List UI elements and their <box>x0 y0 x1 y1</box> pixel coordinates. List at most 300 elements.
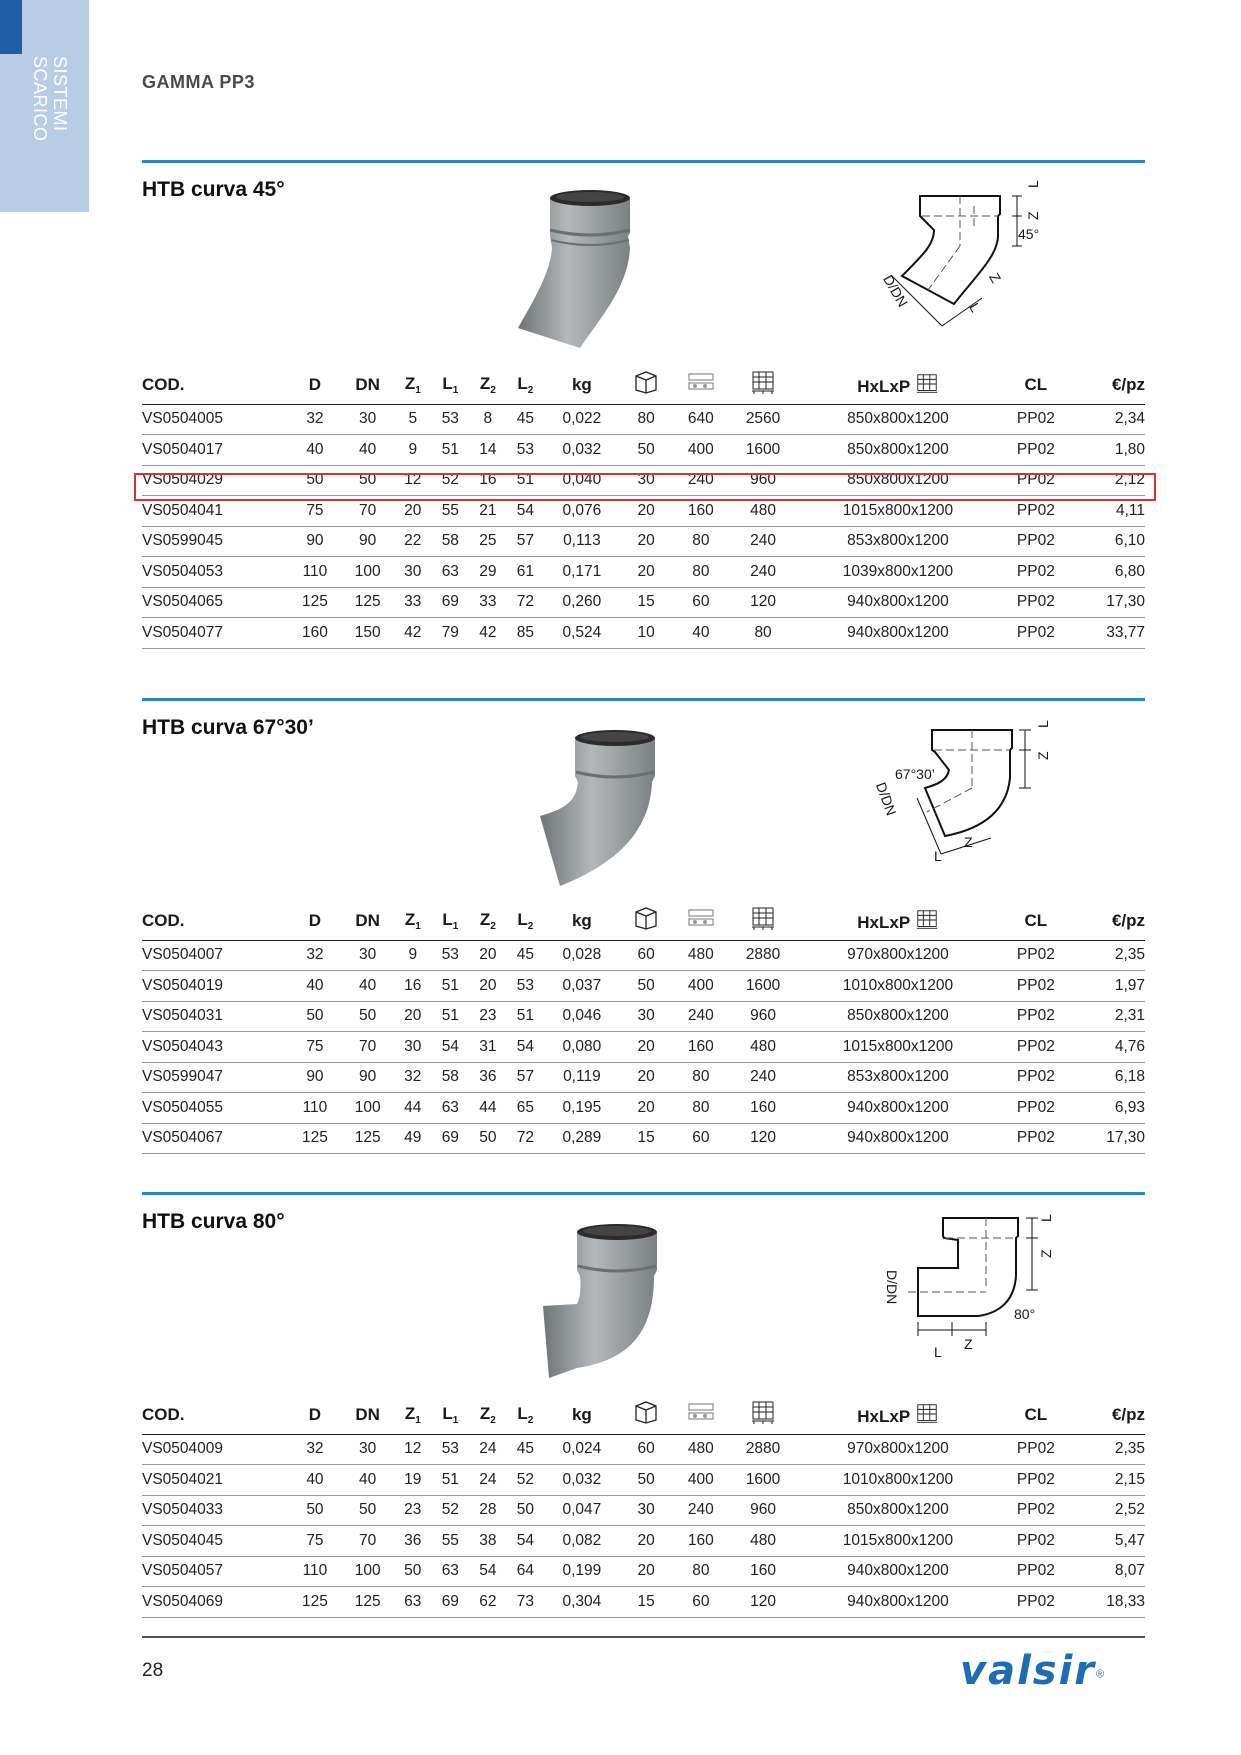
cell-d: 90 <box>289 526 342 557</box>
cell-z2: 38 <box>469 1526 507 1557</box>
cell-l1: 58 <box>432 526 470 557</box>
col-price: €/pz <box>1073 1396 1145 1434</box>
cell-dn: 70 <box>341 1526 394 1557</box>
cell-l2: 45 <box>507 1434 545 1465</box>
pallet-icon <box>750 905 776 931</box>
footer-rule <box>142 1636 1145 1638</box>
cell-kg: 0,113 <box>544 526 620 557</box>
cell-l2: 57 <box>507 1062 545 1093</box>
col-hxlxp: HxLxP <box>797 1396 999 1434</box>
cell-qty-bundle: 160 <box>673 496 729 527</box>
cell-l1: 53 <box>432 404 470 435</box>
table-header-row <box>142 1396 1145 1434</box>
cell-z1: 9 <box>394 435 432 466</box>
side-tab-marker <box>0 0 22 54</box>
cell-price: 2,35 <box>1073 1434 1145 1465</box>
cell-l2: 54 <box>507 1526 545 1557</box>
side-tab-line1: SISTEMI <box>50 56 70 132</box>
cell-class: PP02 <box>999 1032 1073 1063</box>
cell-qty-pallet: 480 <box>729 1526 797 1557</box>
table-row <box>142 1465 1145 1496</box>
cell-qty-pallet: 1600 <box>729 971 797 1002</box>
dimension-diagram-67 <box>867 718 1087 878</box>
cell-l1: 53 <box>432 940 470 971</box>
cell-class: PP02 <box>999 496 1073 527</box>
cell-qty-bundle: 80 <box>673 557 729 588</box>
pallet-icon <box>750 369 776 395</box>
box-icon <box>633 370 659 394</box>
cell-d: 90 <box>289 1062 342 1093</box>
cell-qty-pallet: 2880 <box>729 1434 797 1465</box>
cell-l1: 69 <box>432 1587 470 1618</box>
cell-z2: 16 <box>469 465 507 496</box>
cell-qty-pallet: 80 <box>729 618 797 649</box>
cell-qty-bundle: 60 <box>673 587 729 618</box>
side-tab-line2: SCARICO <box>30 56 50 142</box>
table-row <box>142 1434 1145 1465</box>
col-cl: CL <box>999 902 1073 940</box>
cell-z2: 25 <box>469 526 507 557</box>
cell-cod: VS0504021 <box>142 1465 289 1496</box>
col-z2: $Z_2$ <box>469 1396 507 1434</box>
cell-pallet-size: 1039x800x1200 <box>797 557 999 588</box>
col-kg: kg <box>544 366 620 404</box>
cell-d: 160 <box>289 618 342 649</box>
cell-d: 32 <box>289 404 342 435</box>
col-box <box>620 1396 673 1434</box>
col-l1: $L_1$ <box>432 1396 470 1434</box>
cell-l1: 63 <box>432 1556 470 1587</box>
cell-qty-bundle: 80 <box>673 1062 729 1093</box>
cell-class: PP02 <box>999 1556 1073 1587</box>
cell-l1: 63 <box>432 1093 470 1124</box>
cell-z1: 5 <box>394 404 432 435</box>
table-row <box>142 971 1145 1002</box>
cell-z2: 24 <box>469 1465 507 1496</box>
section-rule <box>142 160 1145 163</box>
cell-l2: 51 <box>507 465 545 496</box>
page-number: 28 <box>142 1660 164 1681</box>
pallet-icon <box>750 1399 776 1425</box>
cell-class: PP02 <box>999 940 1073 971</box>
cell-price: 2,35 <box>1073 940 1145 971</box>
cell-cod: VS0504041 <box>142 496 289 527</box>
cell-qty-pallet: 2560 <box>729 404 797 435</box>
cell-z1: 22 <box>394 526 432 557</box>
bundle-icon <box>687 371 715 393</box>
cell-pallet-size: 853x800x1200 <box>797 526 999 557</box>
col-bundle <box>673 1396 729 1434</box>
cell-l1: 51 <box>432 1001 470 1032</box>
cell-z1: 36 <box>394 1526 432 1557</box>
cell-cod: VS0599045 <box>142 526 289 557</box>
diagram-z1-label: Z <box>986 270 1005 286</box>
cell-qty-box: 20 <box>620 557 673 588</box>
cell-z1: 19 <box>394 1465 432 1496</box>
bundle-icon <box>687 907 715 929</box>
col-dn: DN <box>341 902 394 940</box>
cell-qty-pallet: 960 <box>729 465 797 496</box>
cell-l1: 79 <box>432 618 470 649</box>
pallet-icon <box>915 372 939 396</box>
cell-l1: 52 <box>432 465 470 496</box>
table-header-row <box>142 366 1145 404</box>
cell-z1: 50 <box>394 1556 432 1587</box>
cell-dn: 90 <box>341 1062 394 1093</box>
cell-qty-bundle: 40 <box>673 618 729 649</box>
cell-qty-pallet: 1600 <box>729 435 797 466</box>
cell-pallet-size: 940x800x1200 <box>797 1556 999 1587</box>
cell-l2: 72 <box>507 1123 545 1154</box>
cell-z2: 20 <box>469 971 507 1002</box>
cell-cod: VS0504029 <box>142 465 289 496</box>
cell-cod: VS0504057 <box>142 1556 289 1587</box>
cell-class: PP02 <box>999 587 1073 618</box>
diagram-z1-label: Z <box>964 1336 973 1352</box>
diagram-angle-label: 80° <box>1014 1306 1036 1322</box>
cell-z2: 36 <box>469 1062 507 1093</box>
table-row <box>142 1526 1145 1557</box>
cell-qty-pallet: 960 <box>729 1495 797 1526</box>
table-row <box>142 1001 1145 1032</box>
section-rule <box>142 1192 1145 1195</box>
cell-d: 75 <box>289 496 342 527</box>
cell-qty-box: 20 <box>620 1062 673 1093</box>
cell-dn: 100 <box>341 1093 394 1124</box>
cell-kg: 0,260 <box>544 587 620 618</box>
cell-price: 4,76 <box>1073 1032 1145 1063</box>
cell-z1: 42 <box>394 618 432 649</box>
cell-l2: 57 <box>507 526 545 557</box>
cell-z1: 23 <box>394 1495 432 1526</box>
cell-class: PP02 <box>999 1093 1073 1124</box>
cell-pallet-size: 940x800x1200 <box>797 618 999 649</box>
section-curva-67-30 <box>142 698 1145 1158</box>
cell-price: 2,12 <box>1073 465 1145 496</box>
cell-cod: VS0599047 <box>142 1062 289 1093</box>
cell-kg: 0,046 <box>544 1001 620 1032</box>
cell-cod: VS0504017 <box>142 435 289 466</box>
col-cod: COD. <box>142 366 289 404</box>
cell-qty-box: 30 <box>620 465 673 496</box>
diagram-z2-label: Z <box>1025 211 1041 220</box>
cell-qty-bundle: 400 <box>673 435 729 466</box>
cell-price: 33,77 <box>1073 618 1145 649</box>
cell-dn: 30 <box>341 940 394 971</box>
diagram-angle-label: 67°30’ <box>895 766 935 782</box>
cell-z2: 42 <box>469 618 507 649</box>
cell-d: 50 <box>289 465 342 496</box>
cell-d: 50 <box>289 1495 342 1526</box>
cell-dn: 50 <box>341 1495 394 1526</box>
cell-qty-box: 15 <box>620 1123 673 1154</box>
cell-qty-pallet: 240 <box>729 1062 797 1093</box>
section-rule <box>142 698 1145 701</box>
col-kg: kg <box>544 902 620 940</box>
table-row <box>142 435 1145 466</box>
cell-kg: 0,304 <box>544 1587 620 1618</box>
cell-l2: 53 <box>507 435 545 466</box>
table-row <box>142 618 1145 649</box>
cell-z2: 62 <box>469 1587 507 1618</box>
cell-qty-bundle: 160 <box>673 1526 729 1557</box>
cell-l1: 63 <box>432 557 470 588</box>
cell-qty-pallet: 480 <box>729 496 797 527</box>
cell-qty-pallet: 160 <box>729 1556 797 1587</box>
cell-z2: 20 <box>469 940 507 971</box>
cell-class: PP02 <box>999 971 1073 1002</box>
cell-class: PP02 <box>999 1526 1073 1557</box>
cell-cod: VS0504043 <box>142 1032 289 1063</box>
col-l2: $L_2$ <box>507 1396 545 1434</box>
cell-kg: 0,047 <box>544 1495 620 1526</box>
diagram-z2-label: Z <box>1038 1249 1054 1258</box>
cell-l1: 52 <box>432 1495 470 1526</box>
cell-l2: 72 <box>507 587 545 618</box>
col-l1: $L_1$ <box>432 366 470 404</box>
cell-qty-box: 20 <box>620 496 673 527</box>
cell-d: 40 <box>289 971 342 1002</box>
cell-qty-bundle: 240 <box>673 1001 729 1032</box>
col-z2: $Z_2$ <box>469 902 507 940</box>
cell-z2: 28 <box>469 1495 507 1526</box>
cell-pallet-size: 850x800x1200 <box>797 435 999 466</box>
pallet-icon <box>915 1402 939 1426</box>
cell-d: 110 <box>289 1093 342 1124</box>
col-hxlxp: HxLxP <box>797 366 999 404</box>
product-table-67 <box>142 902 1145 1154</box>
cell-l1: 51 <box>432 971 470 1002</box>
cell-cod: VS0504033 <box>142 1495 289 1526</box>
cell-kg: 0,119 <box>544 1062 620 1093</box>
cell-z1: 32 <box>394 1062 432 1093</box>
cell-qty-bundle: 640 <box>673 404 729 435</box>
cell-class: PP02 <box>999 618 1073 649</box>
cell-class: PP02 <box>999 557 1073 588</box>
col-l1: $L_1$ <box>432 902 470 940</box>
diagram-ddn-label: D/DN <box>884 1270 900 1305</box>
cell-dn: 100 <box>341 557 394 588</box>
cell-price: 17,30 <box>1073 587 1145 618</box>
cell-qty-box: 20 <box>620 1093 673 1124</box>
cell-class: PP02 <box>999 1495 1073 1526</box>
cell-class: PP02 <box>999 1434 1073 1465</box>
cell-l2: 50 <box>507 1495 545 1526</box>
cell-d: 110 <box>289 1556 342 1587</box>
cell-cod: VS0504055 <box>142 1093 289 1124</box>
cell-price: 18,33 <box>1073 1587 1145 1618</box>
table-row <box>142 940 1145 971</box>
cell-pallet-size: 940x800x1200 <box>797 1587 999 1618</box>
cell-qty-box: 10 <box>620 618 673 649</box>
cell-qty-bundle: 60 <box>673 1123 729 1154</box>
cell-z2: 33 <box>469 587 507 618</box>
col-pallet <box>729 1396 797 1434</box>
cell-pallet-size: 940x800x1200 <box>797 1093 999 1124</box>
col-z2: $Z_2$ <box>469 366 507 404</box>
cell-d: 50 <box>289 1001 342 1032</box>
cell-qty-box: 30 <box>620 1001 673 1032</box>
cell-d: 75 <box>289 1526 342 1557</box>
table-row <box>142 557 1145 588</box>
cell-qty-bundle: 480 <box>673 940 729 971</box>
cell-qty-box: 60 <box>620 1434 673 1465</box>
cell-price: 2,34 <box>1073 404 1145 435</box>
cell-l2: 73 <box>507 1587 545 1618</box>
cell-qty-bundle: 80 <box>673 1556 729 1587</box>
cell-price: 2,52 <box>1073 1495 1145 1526</box>
cell-qty-box: 20 <box>620 1032 673 1063</box>
cell-pallet-size: 1010x800x1200 <box>797 1465 999 1496</box>
cell-dn: 30 <box>341 1434 394 1465</box>
cell-qty-box: 60 <box>620 940 673 971</box>
cell-dn: 125 <box>341 1587 394 1618</box>
table-row <box>142 1556 1145 1587</box>
table-row <box>142 587 1145 618</box>
pipe-bend-67-photo <box>510 716 670 891</box>
cell-qty-pallet: 1600 <box>729 1465 797 1496</box>
cell-price: 5,47 <box>1073 1526 1145 1557</box>
cell-kg: 0,080 <box>544 1032 620 1063</box>
col-l2: $L_2$ <box>507 902 545 940</box>
cell-z1: 16 <box>394 971 432 1002</box>
cell-dn: 40 <box>341 1465 394 1496</box>
cell-dn: 100 <box>341 1556 394 1587</box>
cell-qty-bundle: 80 <box>673 1093 729 1124</box>
cell-z1: 33 <box>394 587 432 618</box>
cell-pallet-size: 940x800x1200 <box>797 1123 999 1154</box>
cell-qty-bundle: 160 <box>673 1032 729 1063</box>
cell-pallet-size: 1010x800x1200 <box>797 971 999 1002</box>
cell-l1: 55 <box>432 496 470 527</box>
cell-qty-box: 50 <box>620 1465 673 1496</box>
cell-dn: 70 <box>341 496 394 527</box>
cell-cod: VS0504053 <box>142 557 289 588</box>
cell-qty-pallet: 160 <box>729 1093 797 1124</box>
cell-pallet-size: 1015x800x1200 <box>797 496 999 527</box>
cell-kg: 0,082 <box>544 1526 620 1557</box>
product-table-45 <box>142 366 1145 649</box>
valsir-logo <box>960 1648 1104 1694</box>
cell-qty-bundle: 240 <box>673 1495 729 1526</box>
cell-l2: 45 <box>507 940 545 971</box>
cell-pallet-size: 970x800x1200 <box>797 940 999 971</box>
col-box <box>620 366 673 404</box>
pallet-icon <box>915 908 939 932</box>
cell-z1: 30 <box>394 1032 432 1063</box>
box-icon <box>633 906 659 930</box>
cell-z1: 49 <box>394 1123 432 1154</box>
cell-d: 125 <box>289 1587 342 1618</box>
cell-price: 6,93 <box>1073 1093 1145 1124</box>
col-dn: DN <box>341 1396 394 1434</box>
pipe-bend-80-photo <box>497 1210 672 1385</box>
table-row <box>142 1062 1145 1093</box>
col-l2: $L_2$ <box>507 366 545 404</box>
cell-kg: 0,022 <box>544 404 620 435</box>
cell-l1: 69 <box>432 587 470 618</box>
table-row <box>142 1123 1145 1154</box>
cell-z1: 20 <box>394 1001 432 1032</box>
cell-dn: 125 <box>341 587 394 618</box>
cell-kg: 0,037 <box>544 971 620 1002</box>
col-z1: $Z_1$ <box>394 1396 432 1434</box>
cell-qty-bundle: 480 <box>673 1434 729 1465</box>
cell-pallet-size: 1015x800x1200 <box>797 1032 999 1063</box>
cell-qty-pallet: 480 <box>729 1032 797 1063</box>
cell-d: 110 <box>289 557 342 588</box>
cell-l2: 61 <box>507 557 545 588</box>
table-row <box>142 1495 1145 1526</box>
cell-kg: 0,040 <box>544 465 620 496</box>
cell-cod: VS0504077 <box>142 618 289 649</box>
cell-z2: 29 <box>469 557 507 588</box>
table-row <box>142 1587 1145 1618</box>
col-cl: CL <box>999 1396 1073 1434</box>
col-cod: COD. <box>142 1396 289 1434</box>
cell-l2: 85 <box>507 618 545 649</box>
cell-dn: 40 <box>341 971 394 1002</box>
cell-pallet-size: 850x800x1200 <box>797 1495 999 1526</box>
cell-z1: 44 <box>394 1093 432 1124</box>
cell-z2: 14 <box>469 435 507 466</box>
col-cod: COD. <box>142 902 289 940</box>
col-bundle <box>673 366 729 404</box>
cell-price: 17,30 <box>1073 1123 1145 1154</box>
bundle-icon <box>687 1401 715 1423</box>
cell-dn: 50 <box>341 1001 394 1032</box>
cell-qty-box: 15 <box>620 587 673 618</box>
cell-pallet-size: 940x800x1200 <box>797 587 999 618</box>
cell-z2: 54 <box>469 1556 507 1587</box>
diagram-ddn-label: D/DN <box>872 780 900 818</box>
cell-kg: 0,032 <box>544 1465 620 1496</box>
cell-qty-bundle: 400 <box>673 971 729 1002</box>
cell-qty-box: 20 <box>620 1556 673 1587</box>
cell-qty-bundle: 240 <box>673 465 729 496</box>
cell-price: 6,80 <box>1073 557 1145 588</box>
cell-qty-pallet: 960 <box>729 1001 797 1032</box>
cell-dn: 90 <box>341 526 394 557</box>
diagram-l1-label: L <box>934 848 942 864</box>
col-d: D <box>289 902 342 940</box>
cell-dn: 70 <box>341 1032 394 1063</box>
cell-z2: 44 <box>469 1093 507 1124</box>
highlighted-row-frame <box>134 473 1156 501</box>
cell-pallet-size: 853x800x1200 <box>797 1062 999 1093</box>
series-heading: GAMMA PP3 <box>142 72 255 92</box>
cell-class: PP02 <box>999 1062 1073 1093</box>
col-cl: CL <box>999 366 1073 404</box>
cell-pallet-size: 850x800x1200 <box>797 404 999 435</box>
diagram-l2-label: L <box>1025 180 1041 188</box>
cell-price: 1,97 <box>1073 971 1145 1002</box>
box-icon <box>633 1400 659 1424</box>
cell-z1: 63 <box>394 1587 432 1618</box>
diagram-l1-label: L <box>934 1344 942 1360</box>
cell-dn: 125 <box>341 1123 394 1154</box>
cell-pallet-size: 850x800x1200 <box>797 465 999 496</box>
col-kg: kg <box>544 1396 620 1434</box>
diagram-z2-label: Z <box>1035 751 1051 760</box>
table-row <box>142 1093 1145 1124</box>
cell-qty-pallet: 120 <box>729 1123 797 1154</box>
cell-price: 8,07 <box>1073 1556 1145 1587</box>
cell-cod: VS0504007 <box>142 940 289 971</box>
cell-qty-bundle: 80 <box>673 526 729 557</box>
cell-class: PP02 <box>999 465 1073 496</box>
cell-l1: 51 <box>432 435 470 466</box>
